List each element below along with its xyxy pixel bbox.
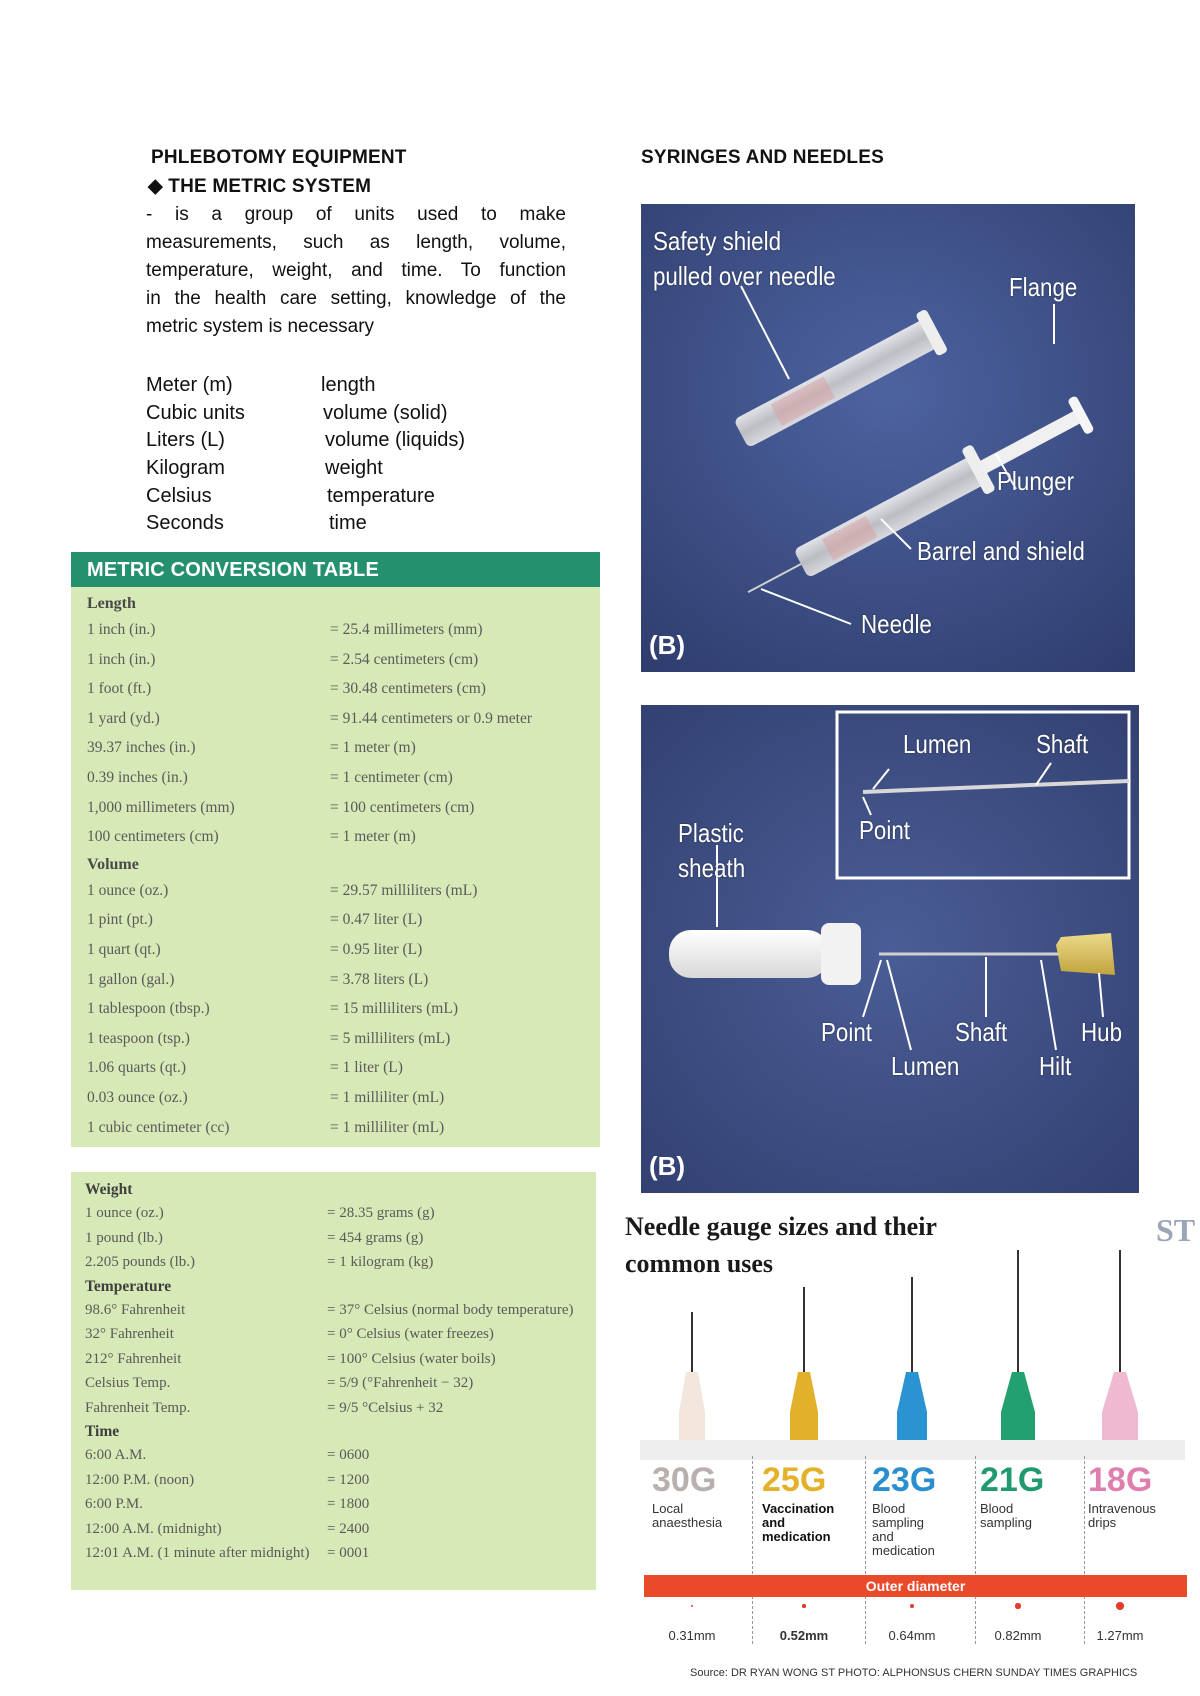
- temperature-heading: Temperature: [85, 1277, 172, 1295]
- conversion-from: 212° Fahrenheit: [85, 1350, 182, 1367]
- gauge-column: [762, 1462, 872, 1544]
- conversion-to: = 15 milliliters (mL): [330, 1000, 458, 1018]
- needle-hub: [790, 1372, 818, 1440]
- source-credit: Source: DR RYAN WONG ST PHOTO: ALPHONSUS CHERN SUNDAY TIMES GRAPHICS: [690, 1667, 1138, 1679]
- conversion-to: = 1 milliliter (mL): [330, 1118, 445, 1136]
- conversion-to: = 29.57 milliliters (mL): [330, 881, 478, 899]
- unit-row: Cubic units volume (solid): [146, 401, 448, 424]
- units-list: [146, 372, 546, 538]
- conversion-to: = 0001: [327, 1545, 370, 1561]
- conversion-to: = 2.54 centimeters (cm): [330, 650, 479, 668]
- label-hilt: Hilt: [1039, 1051, 1072, 1081]
- gauge-title-line1: Needle gauge sizes and their: [625, 1212, 937, 1241]
- gauge-use: Vaccination and medication: [762, 1501, 835, 1544]
- paragraph-line: temperature, weight, and time. To function: [146, 260, 566, 281]
- unit-row: Celsius temperature: [146, 484, 435, 507]
- conversion-row: [71, 1517, 596, 1542]
- conversion-row: [71, 1322, 596, 1347]
- conversion-to: = 0° Celsius (water freezes): [327, 1326, 494, 1342]
- paragraph-line: in the health care setting, knowledge of the: [146, 288, 566, 309]
- conversion-to: = 3.78 liters (L): [330, 970, 429, 988]
- diameter-value: 1.27mm: [1096, 1628, 1144, 1643]
- label-shaft: Shaft: [955, 1017, 1008, 1047]
- gauge-number: 21G: [980, 1461, 1045, 1499]
- unit-row: Meter (m) length: [146, 374, 376, 396]
- conversion-to: = 0.95 liter (L): [330, 940, 423, 958]
- conversion-to: = 2400: [327, 1520, 370, 1537]
- diameter-dot: [910, 1604, 914, 1608]
- conversion-row: [71, 1053, 600, 1083]
- conversion-row: [71, 965, 600, 995]
- divider: [865, 1456, 866, 1644]
- st-logo: ST: [1156, 1212, 1196, 1248]
- divider: [752, 1456, 753, 1644]
- label-sheath: sheath: [678, 853, 746, 883]
- needle-photo: [641, 705, 1139, 1193]
- conversion-to: = 100 centimeters (cm): [330, 798, 475, 816]
- conversion-row: [71, 935, 600, 965]
- label-lumen: Lumen: [891, 1051, 960, 1081]
- syringe-photo: [641, 204, 1135, 672]
- conversion-from: Fahrenheit Temp.: [85, 1399, 191, 1416]
- gauge-number: 30G: [652, 1461, 717, 1499]
- needle-hub: [1102, 1372, 1138, 1440]
- conversion-row: [71, 704, 600, 734]
- conversion-from: 39.37 inches (in.): [87, 739, 196, 757]
- conversion-from: 1 inch (in.): [87, 650, 156, 668]
- label-inset-lumen: Lumen: [903, 729, 972, 759]
- diameter-dot: [1015, 1603, 1020, 1608]
- conversion-to: = 30.48 centimeters (cm): [330, 680, 486, 698]
- label-barrel-and-shield: Barrel and shield: [917, 536, 1085, 566]
- conversion-from: 1 pint (pt.): [87, 911, 153, 929]
- conversion-to: = 5/9 (°Fahrenheit − 32): [327, 1375, 474, 1391]
- label-inset-shaft: Shaft: [1036, 729, 1089, 759]
- conversion-to: = 0.47 liter (L): [330, 911, 423, 929]
- diameter-dot: [1116, 1602, 1124, 1610]
- diamond-bullet-icon: ◆: [148, 176, 163, 197]
- conversion-row: [71, 1347, 596, 1372]
- time-heading: Time: [85, 1423, 120, 1440]
- conversion-from: 0.03 ounce (oz.): [87, 1088, 188, 1106]
- conversion-to: = 25.4 millimeters (mm): [330, 621, 483, 638]
- conversion-to: = 28.35 grams (g): [327, 1205, 435, 1221]
- conversion-from: 1 cubic centimeter (cc): [87, 1118, 230, 1136]
- conversion-to: = 1200: [327, 1471, 370, 1488]
- conversion-row: [71, 994, 600, 1024]
- conversion-from: Celsius Temp.: [85, 1375, 171, 1391]
- section-heading: [148, 175, 371, 198]
- conversion-from: 12:00 P.M. (noon): [85, 1471, 195, 1488]
- conversion-to: = 1 milliliter (mL): [330, 1088, 445, 1106]
- gauge-title-line2: common uses: [625, 1249, 774, 1278]
- conversion-from: 32° Fahrenheit: [85, 1326, 174, 1342]
- unit-row: Kilogram weight: [146, 457, 383, 480]
- conversion-row: [71, 1083, 600, 1113]
- conversion-row: [71, 1541, 596, 1566]
- page-title: PHLEBOTOMY EQUIPMENT: [151, 147, 407, 168]
- conversion-from: 12:01 A.M. (1 minute after midnight): [85, 1545, 310, 1561]
- length-heading: Length: [87, 595, 136, 612]
- conversion-to: = 1 meter (m): [330, 828, 416, 846]
- label-plastic: Plastic: [678, 818, 744, 848]
- needle-hub: [679, 1372, 705, 1440]
- conversion-row: [71, 763, 600, 793]
- conversion-from: 1 pound (lb.): [85, 1229, 163, 1246]
- diameter-value: 0.52mm: [779, 1628, 829, 1643]
- conversion-row: [71, 1024, 600, 1054]
- conversion-row: [71, 1298, 596, 1323]
- conversion-from: 12:00 A.M. (midnight): [85, 1520, 222, 1537]
- conversion-from: 100 centimeters (cm): [87, 828, 219, 846]
- conversion-row: [71, 645, 600, 675]
- gauge-number: 18G: [1088, 1461, 1153, 1499]
- label-hub: Hub: [1081, 1017, 1123, 1047]
- conversion-from: 1 gallon (gal.): [87, 970, 175, 988]
- diameter-value: 0.64mm: [888, 1628, 936, 1643]
- label-point: Point: [821, 1017, 872, 1047]
- conversion-from: 1.06 quarts (qt.): [87, 1059, 187, 1077]
- diameter-value: 0.31mm: [668, 1628, 716, 1643]
- conversion-to: = 1 kilogram (kg): [327, 1254, 434, 1270]
- needle-hub: [1001, 1372, 1035, 1440]
- conversion-row: [71, 876, 600, 906]
- conversion-from: 1,000 millimeters (mm): [87, 798, 235, 816]
- paragraph-line: measurements, such as length, volume,: [146, 232, 566, 253]
- conversion-row: [71, 1443, 596, 1468]
- gauge-column: [1088, 1462, 1198, 1530]
- conversion-to: = 1800: [327, 1496, 370, 1512]
- paragraph-line: metric system is necessary: [146, 316, 375, 337]
- gauge-use: Intravenous drips: [1088, 1501, 1156, 1530]
- gauge-number: 23G: [872, 1461, 937, 1499]
- conversion-table-continued: [71, 1172, 596, 1590]
- conversion-from: 1 inch (in.): [87, 621, 156, 638]
- metric-conversion-table: [71, 552, 600, 1147]
- gauge-column: [980, 1462, 1090, 1530]
- gauge-column: [872, 1462, 982, 1558]
- label-needle: Needle: [861, 609, 932, 639]
- conversion-row: [71, 1492, 596, 1517]
- conversion-to: = 1 centimeter (cm): [330, 768, 453, 786]
- conversion-from: 1 yard (yd.): [87, 709, 160, 727]
- conversion-from: 1 ounce (oz.): [85, 1205, 164, 1221]
- conversion-from: 1 quart (qt.): [87, 940, 161, 958]
- conversion-row: [71, 1396, 596, 1421]
- conversion-row: [71, 615, 600, 645]
- needle-hub: [897, 1372, 927, 1440]
- conversion-to: = 9/5 °Celsius + 32: [327, 1399, 444, 1416]
- conversion-to: = 5 milliliters (mL): [330, 1029, 451, 1047]
- metric-definition: [146, 201, 566, 341]
- conversion-to: = 454 grams (g): [327, 1229, 424, 1246]
- unit-row: Liters (L) volume (liquids): [146, 429, 466, 452]
- conversion-row: [71, 793, 600, 823]
- conversion-row: [71, 1371, 596, 1396]
- label-plunger: Plunger: [997, 466, 1075, 496]
- conversion-to: = 1 liter (L): [330, 1059, 403, 1077]
- gauge-column: [652, 1462, 762, 1530]
- conversion-row: [71, 1226, 596, 1251]
- divider: [1084, 1456, 1085, 1644]
- diameter-value: 0.82mm: [994, 1628, 1042, 1643]
- label-safety-shield: Safety shield: [653, 226, 782, 256]
- conversion-from: 98.6° Fahrenheit: [85, 1301, 186, 1318]
- divider: [975, 1456, 976, 1644]
- conversion-table-title: METRIC CONVERSION TABLE: [71, 552, 600, 587]
- gauge-use: Local anaesthesia: [652, 1501, 723, 1530]
- label-pulled-over-needle: pulled over needle: [653, 261, 836, 291]
- conversion-row: [71, 1468, 596, 1493]
- weight-heading: Weight: [85, 1181, 133, 1198]
- gauge-use: Blood sampling: [980, 1501, 1033, 1530]
- conversion-from: 6:00 P.M.: [85, 1496, 143, 1512]
- diameter-dot: [802, 1604, 805, 1607]
- gauge-number: 25G: [762, 1461, 827, 1499]
- conversion-to: = 37° Celsius (normal body temperature): [327, 1301, 574, 1318]
- gauge-use: Blood sampling and medication: [872, 1501, 935, 1558]
- conversion-row: [71, 1113, 600, 1143]
- conversion-row: [71, 733, 600, 763]
- conversion-from: 2.205 pounds (lb.): [85, 1254, 195, 1270]
- conversion-to: = 91.44 centimeters or 0.9 meter: [330, 709, 532, 727]
- section-title: THE METRIC SYSTEM: [168, 176, 372, 197]
- label-flange: Flange: [1009, 272, 1078, 302]
- conversion-to: = 1 meter (m): [330, 739, 416, 757]
- conversion-from: 1 teaspoon (tsp.): [87, 1029, 190, 1047]
- conversion-to: = 0600: [327, 1447, 370, 1463]
- volume-heading: Volume: [87, 855, 139, 873]
- panel-label: (B): [649, 630, 686, 660]
- conversion-from: 0.39 inches (in.): [87, 768, 188, 786]
- conversion-row: [71, 905, 600, 935]
- syringes-heading: SYRINGES AND NEEDLES: [641, 147, 884, 168]
- unit-row: Seconds time: [146, 512, 367, 535]
- conversion-row: [71, 822, 600, 852]
- paragraph-line: - is a group of units used to make: [146, 204, 566, 225]
- conversion-from: 1 ounce (oz.): [87, 881, 169, 899]
- label-inset-point: Point: [859, 815, 910, 845]
- conversion-to: = 100° Celsius (water boils): [327, 1350, 496, 1367]
- conversion-from: 1 tablespoon (tbsp.): [87, 1000, 210, 1018]
- conversion-from: 1 foot (ft.): [87, 680, 152, 698]
- outer-diameter-bar: Outer diameter: [644, 1575, 1187, 1597]
- panel-label: (B): [649, 1151, 686, 1181]
- diameter-dot: [691, 1605, 693, 1607]
- needle-gauge-illustration: [640, 1250, 1185, 1460]
- conversion-row: [71, 674, 600, 704]
- conversion-from: 6:00 A.M.: [85, 1447, 147, 1463]
- conversion-row: [71, 1250, 596, 1275]
- needle-illustration: [641, 705, 1139, 1193]
- conversion-row: [71, 1201, 596, 1226]
